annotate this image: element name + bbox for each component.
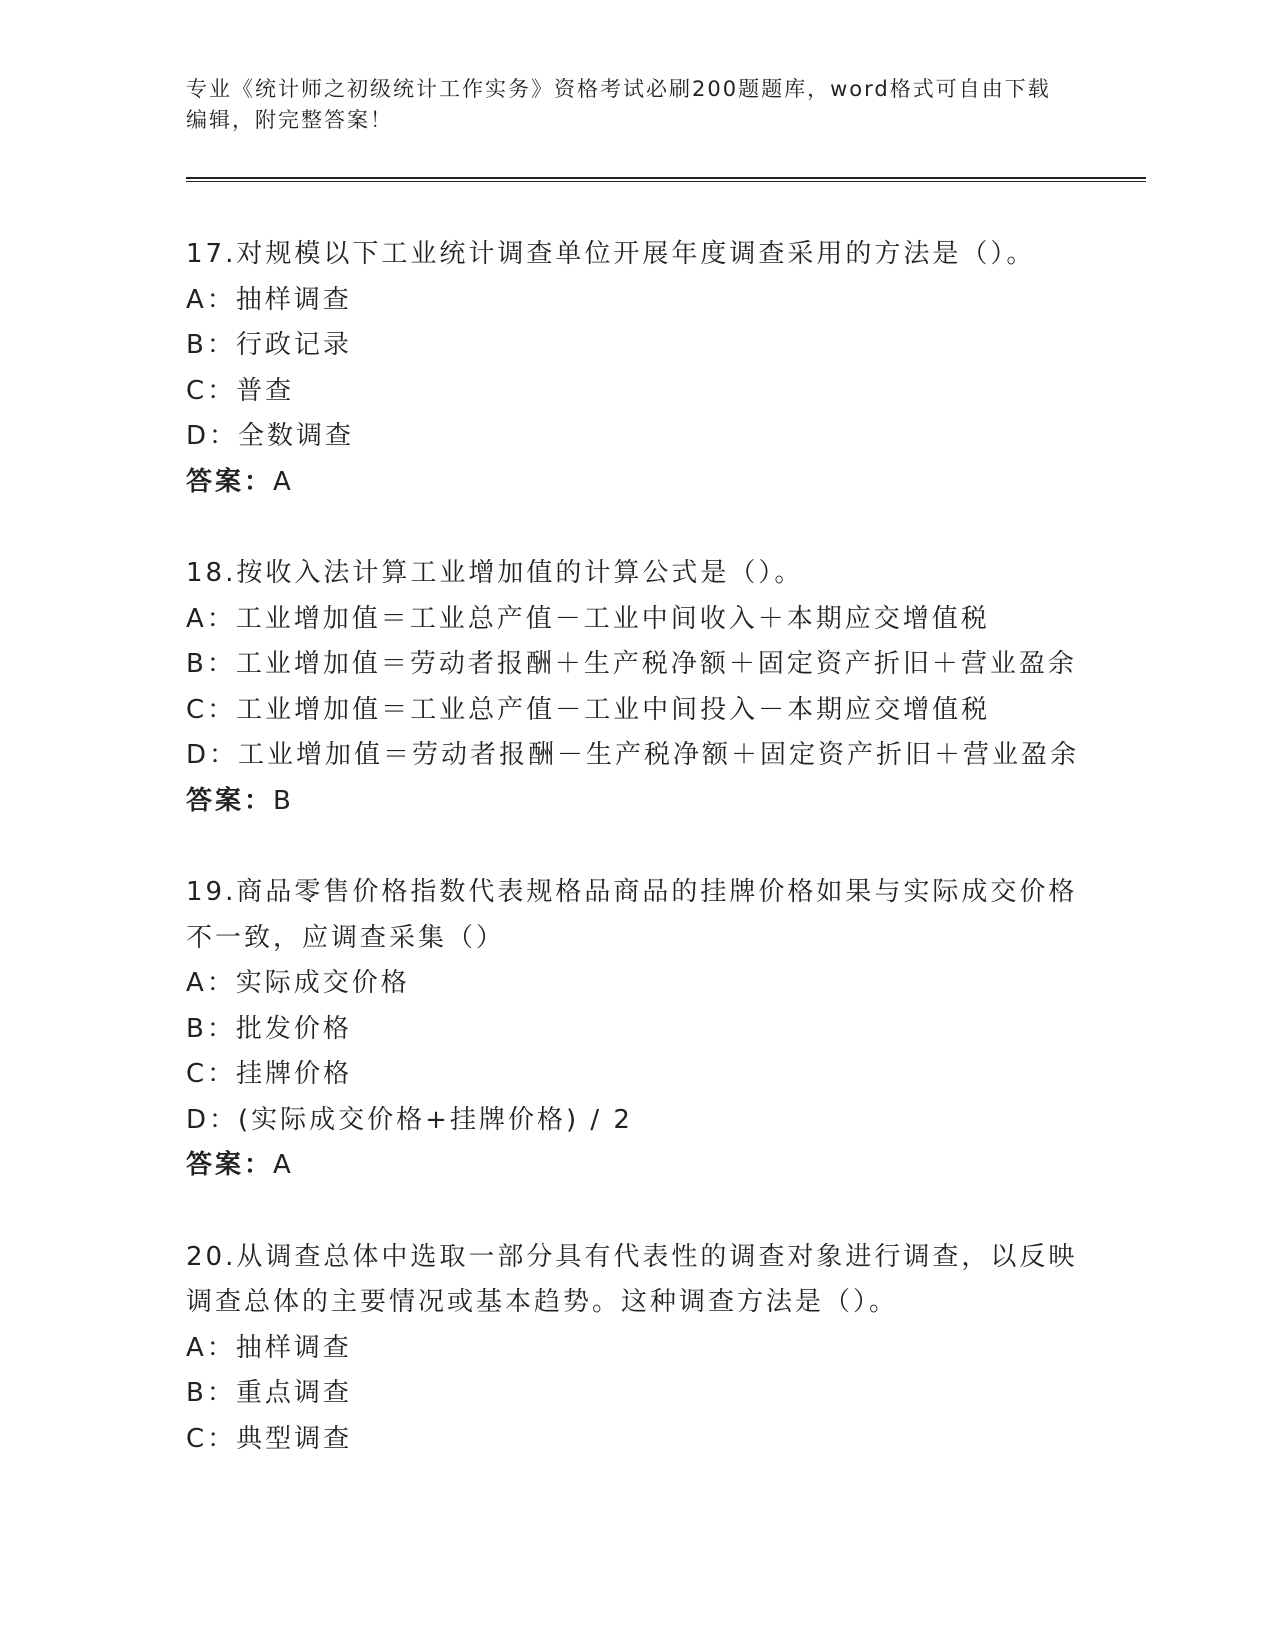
option-d: D：全数调查	[186, 421, 355, 451]
answer-value: A	[273, 466, 294, 497]
option-d: D：(实际成交价格+挂牌价格) / 2	[186, 1104, 633, 1135]
option-c: C：典型调查	[186, 1423, 353, 1454]
question-list	[186, 232, 1086, 1462]
answer-label: 答案：	[186, 466, 274, 497]
answer-label: 答案：	[186, 785, 274, 816]
question-text: 17.对规模以下工业统计调查单位开展年度调查采用的方法是（）。	[186, 239, 1036, 269]
answer-label: 答案：	[186, 1150, 274, 1180]
header-divider-thin	[186, 181, 1146, 182]
question-block-19	[186, 870, 1086, 1189]
answer-value: A	[273, 1150, 294, 1180]
answer-line	[186, 460, 1086, 506]
question-block-20	[186, 1235, 1086, 1463]
answer-line	[186, 1143, 1086, 1189]
question-text: 20.从调查总体中选取一部分具有代表性的调查对象进行调查，以反映调查总体的主要情况或基本趋势。这种调查方法是（）。	[186, 1241, 1078, 1317]
option-b: B：批发价格	[186, 1013, 352, 1044]
option-b: B：重点调查	[186, 1378, 352, 1408]
document-header: 专业《统计师之初级统计工作实务》资格考试必刷200题题库，word格式可自由下载编辑，附完整答案！	[186, 77, 1051, 132]
option-c: C：工业增加值＝工业总产值－工业中间投入－本期应交增值税	[186, 694, 991, 725]
answer-value: B	[273, 785, 294, 816]
option-d: D：工业增加值＝劳动者报酬－生产税净额＋固定资产折旧＋营业盈余	[186, 740, 1080, 770]
option-c: C：挂牌价格	[186, 1059, 353, 1089]
option-a: A：工业增加值＝工业总产值－工业中间收入＋本期应交增值税	[186, 603, 990, 634]
option-c: C：普查	[186, 375, 295, 406]
question-text: 19.商品零售价格指数代表规格品商品的挂牌价格如果与实际成交价格不一致，应调查采集（）	[186, 877, 1078, 953]
answer-line	[186, 779, 1086, 825]
option-a: A：抽样调查	[186, 284, 352, 315]
option-a: A：实际成交价格	[186, 968, 410, 998]
question-text: 18.按收入法计算工业增加值的计算公式是（）。	[186, 558, 804, 588]
question-block-18	[186, 551, 1086, 824]
question-block-17	[186, 232, 1086, 505]
header-divider-thick	[186, 177, 1146, 179]
option-b: B：工业增加值＝劳动者报酬＋生产税净额＋固定资产折旧＋营业盈余	[186, 649, 1077, 679]
option-b: B：行政记录	[186, 330, 352, 360]
option-a: A：抽样调查	[186, 1332, 352, 1363]
